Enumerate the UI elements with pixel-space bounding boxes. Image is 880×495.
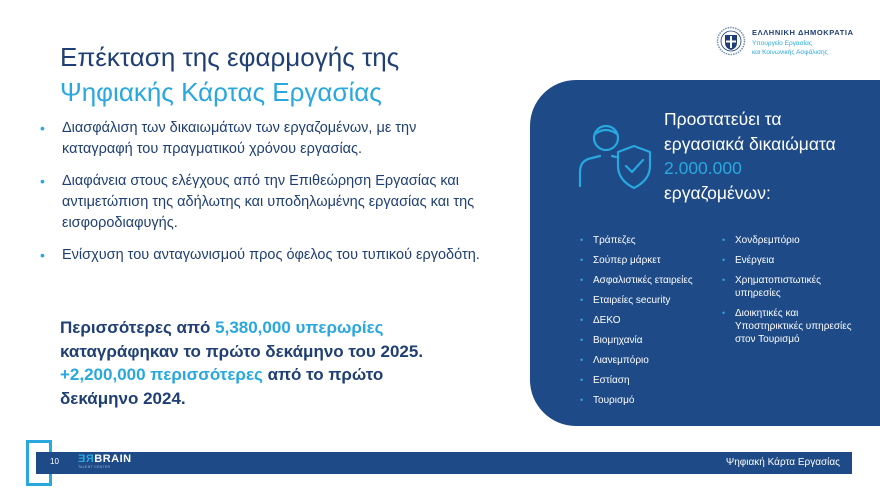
bullet-dot: • <box>40 173 45 189</box>
bullet-dot: • <box>40 120 45 136</box>
panel-heading-line-2: εργαζομένων: <box>664 182 771 203</box>
highlight-accent: +2,200,000 περισσότερες <box>60 365 263 384</box>
page-number: 10 <box>50 457 59 466</box>
brand-mark: ƎЯ <box>78 453 95 465</box>
highlight-text: από το πρώτο δεκάμηνο 2024. <box>60 365 384 408</box>
title-line-1: Επέκταση της εφαρμογής της <box>60 42 400 72</box>
list-item: • Χονδρεμπόριο <box>722 235 800 246</box>
bullet-text: Διαφάνεια στους ελέγχους από την Επιθεώρηση Εργασίας και αντιμετώπιση της αδήλωτης και υποδηλωμένης εργασίας και της εισφοροδιαφυγής. <box>62 173 475 231</box>
sectors-list-left <box>580 234 693 414</box>
brand-subtitle: TALENT CENTER <box>78 465 111 469</box>
ministry-logo <box>716 26 854 57</box>
main-bullet-list <box>40 118 480 277</box>
list-item: • Χρηματοπιστωτικές υπηρεσίες <box>722 275 821 299</box>
worker-shield-check-icon <box>576 116 656 196</box>
title-line-2: Ψηφιακής Κάρτας Εργασίας <box>60 77 382 107</box>
list-item: • Τράπεζες <box>580 235 636 246</box>
list-item: • Ενέργεια <box>722 255 775 266</box>
list-item: • Λιανεμπόριο <box>580 355 649 366</box>
list-item: • Ασφαλιστικές εταιρείες <box>580 275 693 286</box>
page-title <box>60 40 399 110</box>
list-item: • Διοικητικές και Υποστηρικτικές υπηρεσίες στον Τουρισμό <box>722 308 852 345</box>
sectors-list-right <box>722 234 852 353</box>
list-item: • ΔΕΚΟ <box>580 315 621 326</box>
brand-name: BRAIN <box>94 453 132 465</box>
list-item: • Τουρισμό <box>580 395 635 406</box>
list-item: • Εταιρείες security <box>580 295 671 306</box>
panel-heading-line-1: Προστατεύει τα εργασιακά δικαιώματα <box>664 109 836 154</box>
panel-heading-number: 2.000.000 <box>664 158 742 178</box>
greek-coat-of-arms-seal-icon <box>716 26 746 56</box>
logo-ministry-line-1: Υπουργείο Εργασίας <box>752 40 812 47</box>
brand-logo <box>78 454 132 470</box>
highlight-accent: 5,380,000 υπερωρίες <box>215 318 384 337</box>
list-item <box>40 118 480 160</box>
list-item: • Σούπερ μάρκετ <box>580 255 661 266</box>
logo-org-name: ΕΛΛΗΝΙΚΗ ΔΗΜΟΚΡΑΤΙΑ <box>752 28 854 37</box>
logo-ministry-line-2: και Κοινωνικής Ασφάλισης <box>752 49 828 56</box>
list-item: • Βιομηχανία <box>580 335 643 346</box>
footer-label: Ψηφιακή Κάρτα Εργασίας <box>725 457 840 468</box>
panel-heading <box>664 107 864 205</box>
highlight-text: Περισσότερες από <box>60 318 216 337</box>
list-item: • Εστίαση <box>580 375 630 386</box>
bullet-text: Διασφάλιση των δικαιωμάτων των εργαζομένων, με την καταγραφή του πραγματικού χρόνου εργασίας. <box>62 120 417 157</box>
list-item <box>40 171 480 234</box>
bullet-text: Ενίσχυση του ανταγωνισμού προς όφελος του τυπικού εργοδότη. <box>62 247 480 263</box>
overtime-highlight <box>60 316 460 410</box>
bullet-dot: • <box>40 247 45 263</box>
list-item <box>40 245 480 266</box>
highlight-text: καταγράφηκαν το πρώτο δεκάμηνο του 2025. <box>60 341 424 361</box>
